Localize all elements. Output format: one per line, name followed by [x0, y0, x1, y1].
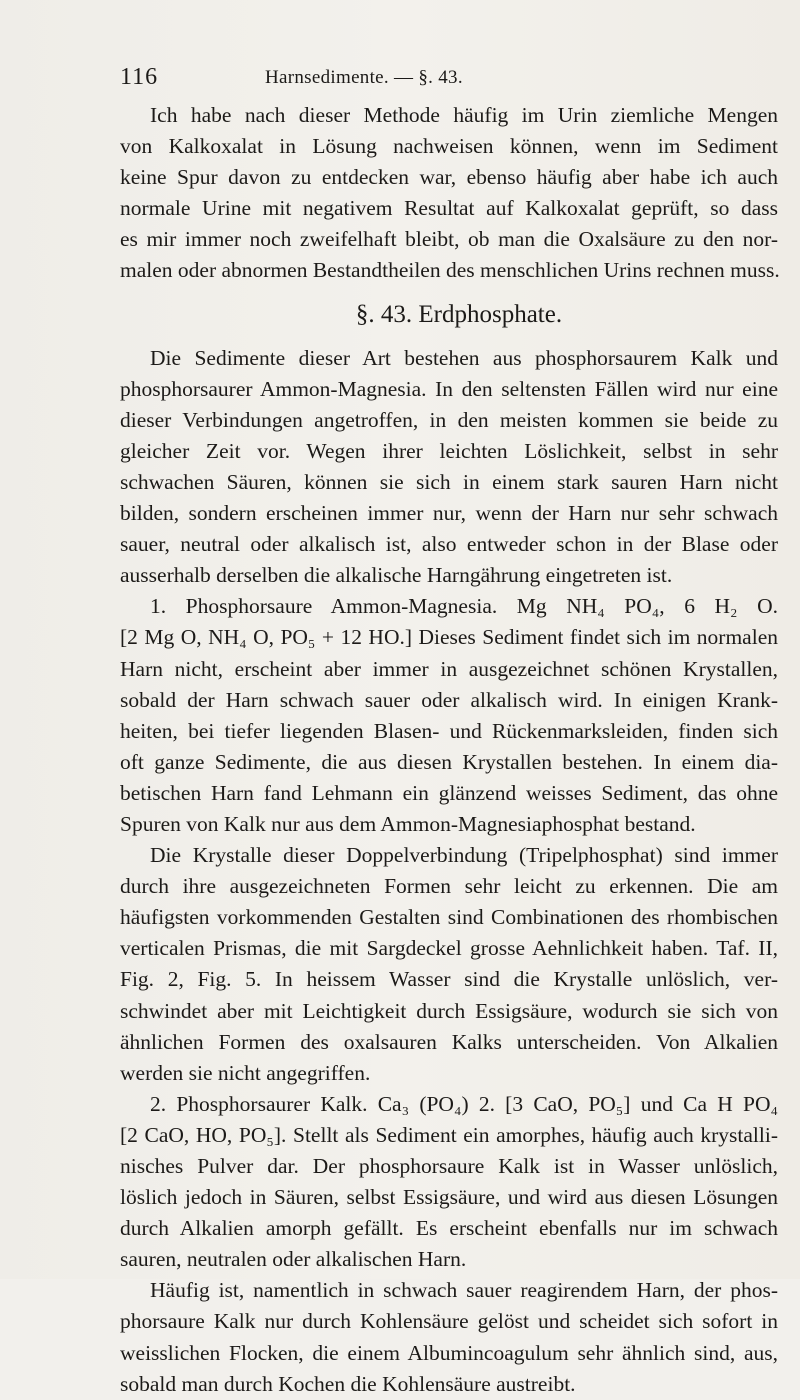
text-line: ausserhalb derselben die alkalische Harngährung eingetreten ist. [120, 563, 673, 588]
text-line: betischen Harn fand Lehmann ein glänzend weisses Sediment, das ohne [120, 780, 778, 805]
text-line: [2 CaO, HO, PO₅]. Stellt als Sediment ein amorphes, häufig auch krystalli- [120, 1122, 778, 1147]
text-line: nisches Pulver dar. Der phosphorsaure Kalk ist in Wasser unlöslich, [120, 1154, 778, 1178]
text-line: normale Urine mit negativem Resultat auf Kalkoxalat geprüft, so dass [120, 196, 778, 221]
text-line: verticalen Prismas, die mit Sargdeckel grosse Aehnlichkeit haben. Taf. II, [120, 936, 778, 961]
text-line: phosphorsaurer Ammon-Magnesia. In den seltensten Fällen wird nur eine [120, 376, 778, 401]
body-text [120, 100, 778, 1400]
text-line: schwindet aber mit Leichtigkeit durch Essigsäure, wodurch sie sich von [120, 998, 778, 1023]
text-line: sobald der Harn schwach sauer oder alkalisch wird. In einigen Krank- [120, 687, 778, 712]
text-line: Fig. 2, Fig. 5. In heissem Wasser sind die Krystalle unlöslich, ver- [120, 967, 778, 992]
text-line: werden sie nicht angegriffen. [120, 1060, 371, 1085]
text-line: 2. Phosphorsaurer Kalk. Ca₃ (PO₄) 2. [3 CaO, PO₅] und Ca H PO₄ [150, 1091, 778, 1116]
text-line: dieser Verbindungen angetroffen, in den meisten kommen sie beide zu [120, 407, 778, 432]
text-line: sauer, neutral oder alkalisch ist, also entweder schon in der Blase oder [120, 532, 778, 557]
paragraph-erdphosphate [120, 343, 778, 592]
paragraph-ammon-magnesia [120, 591, 778, 840]
text-line: ähnlichen Formen des oxalsauren Kalks unterscheiden. Von Alkalien [120, 1029, 778, 1054]
running-head: Harnsedimente. — §. 43. [265, 67, 463, 88]
text-line: durch Alkalien amorph gefällt. Es erscheint ebenfalls nur im schwach [120, 1216, 778, 1241]
text-line: malen oder abnormen Bestandtheilen des menschlichen Urins rechnen muss. [120, 258, 780, 283]
page-header [120, 64, 680, 94]
text-line: phorsaure Kalk nur durch Kohlensäure gelöst und scheidet sich sofort in [120, 1309, 778, 1334]
text-line: sobald man durch Kochen die Kohlensäure austreibt. [120, 1371, 576, 1396]
text-line: Spuren von Kalk nur aus dem Ammon-Magnesiaphosphat bestand. [120, 811, 696, 836]
paragraph-phosphorsaurer-kalk [120, 1089, 778, 1276]
text-line: durch ihre ausgezeichneten Formen sehr leicht zu erkennen. Die am [120, 874, 778, 899]
text-line: keine Spur davon zu entdecken war, ebenso häufig aber habe ich auch [120, 165, 778, 190]
text-line: gleicher Zeit vor. Wegen ihrer leichten Löslichkeit, selbst in sehr [120, 438, 778, 463]
text-line: sauren, neutralen oder alkalischen Harn. [120, 1247, 467, 1272]
text-line: löslich jedoch in Säuren, selbst Essigsäure, und wird aus diesen Lösungen [120, 1185, 778, 1210]
text-line: Harn nicht, erscheint aber immer in ausgezeichnet schönen Krystallen, [120, 656, 778, 681]
text-line: es mir immer noch zweifelhaft bleibt, ob man die Oxalsäure zu den nor- [120, 227, 778, 252]
text-line: schwachen Säuren, können sie sich in einem stark sauren Harn nicht [120, 469, 778, 494]
paragraph-intro [120, 100, 778, 287]
text-line: Die Krystalle dieser Doppelverbindung (Tripelphosphat) sind immer [150, 843, 778, 868]
text-line: Die Sedimente dieser Art bestehen aus phosphorsaurem Kalk und [150, 345, 778, 370]
text-line: häufigsten vorkommenden Gestalten sind Combinationen des rhombischen [120, 905, 778, 930]
text-line: Ich habe nach dieser Methode häufig im Urin ziemliche Mengen [150, 103, 778, 127]
text-line: bilden, sondern erscheinen immer nur, wenn der Harn nur sehr schwach [120, 501, 778, 526]
text-line: [2 Mg O, NH₄ O, PO₅ + 12 HO.] Dieses Sediment findet sich im normalen [120, 625, 778, 650]
paragraph-haeufig [120, 1275, 778, 1399]
text-line: heiten, bei tiefer liegenden Blasen- und Rückenmarksleiden, finden sich [120, 718, 778, 743]
paragraph-krystalle [120, 840, 778, 1089]
page-number: 116 [120, 64, 159, 90]
text-line: von Kalkoxalat in Lösung nachweisen können, wenn im Sediment [120, 134, 778, 159]
text-line: weisslichen Flocken, die einem Albumincoagulum sehr ähnlich sind, aus, [120, 1340, 778, 1365]
text-line: Häufig ist, namentlich in schwach sauer reagirendem Harn, der phos- [150, 1278, 778, 1303]
text-line: 1. Phosphorsaure Ammon-Magnesia. Mg NH₄ PO₄, 6 H₂ O. [150, 594, 778, 619]
text-line: oft ganze Sedimente, die aus diesen Krystallen bestehen. In einem dia- [120, 749, 778, 774]
section-title: §. 43. Erdphosphate. [355, 300, 563, 328]
